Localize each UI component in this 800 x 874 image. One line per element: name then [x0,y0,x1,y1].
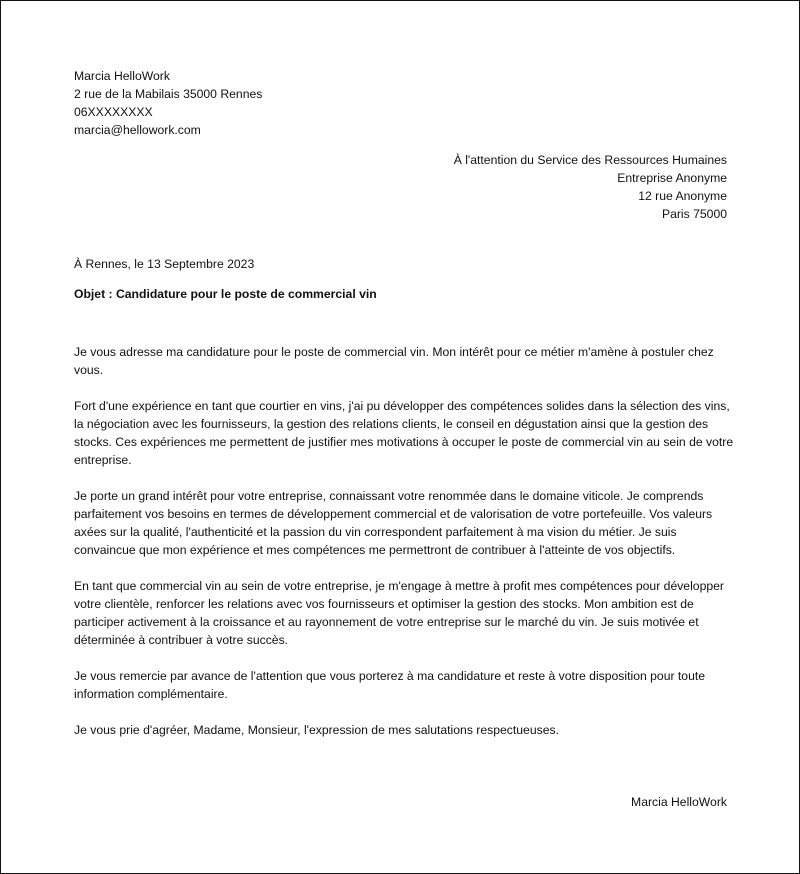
sender-email: marcia@hellowork.com [74,123,201,137]
sender-name: Marcia HelloWork [74,69,170,83]
recipient-attention: À l'attention du Service des Ressources Humaines [453,153,727,167]
paragraph-intro: Je vous adresse ma candidature pour le poste de commercial vin. Mon intérêt pour ce métier m'amène à postuler chez vous. [74,345,714,377]
signature: Marcia HelloWork [631,795,727,809]
paragraph-company-interest: Je porte un grand intérêt pour votre entreprise, connaissant votre renommée dans le domaine viticole. Je comprends parfaitement vos besoins en termes de développement commercial et de valorisation de votre portefeuille. Vos valeurs axées sur la qualité, l'authenticité et la passion du vin correspondent parfaitement à ma vision du métier. Je suis convaincue que mon expérience et mes compétences me permettront de contribuer à l'atteinte de vos objectifs. [74,489,713,557]
paragraph-thanks: Je vous remercie par avance de l'attention que vous porterez à ma candidature et reste à votre disposition pour toute information complémentaire. [74,669,706,701]
recipient-street: 12 rue Anonyme [638,189,727,203]
date-line: À Rennes, le 13 Septembre 2023 [74,257,255,271]
subject-line: Objet : Candidature pour le poste de commercial vin [74,287,377,301]
recipient-block [454,151,727,223]
paragraph-experience: Fort d'une expérience en tant que courtier en vins, j'ai pu développer des compétences solides dans la sélection des vins, la négociation avec les fournisseurs, la gestion des relations clients, le conseil en dégustation ainsi que la gestion des stocks. Ces expériences me permettent de justifier mes motivations à occuper le poste de commercial vin au sein de votre entreprise. [74,399,734,467]
recipient-company: Entreprise Anonyme [617,171,727,185]
sender-address: 2 rue de la Mabilais 35000 Rennes [74,87,263,101]
paragraph-closing: Je vous prie d'agréer, Madame, Monsieur, l'expression de mes salutations respectueuses. [74,723,559,737]
sender-block [74,67,262,139]
recipient-city: Paris 75000 [661,207,727,221]
paragraph-commitment: En tant que commercial vin au sein de votre entreprise, je m'engage à mettre à profit mes compétences pour développer votre clientèle, renforcer les relations avec vos fournisseurs et optimiser la gestion des stocks. Mon ambition est de participer activement à la croissance et au rayonnement de votre entreprise sur le marché du vin. Je suis motivée et déterminée à contribuer à votre succès. [74,579,724,647]
sender-phone: 06XXXXXXXX [74,105,153,119]
letter-body [74,343,736,757]
